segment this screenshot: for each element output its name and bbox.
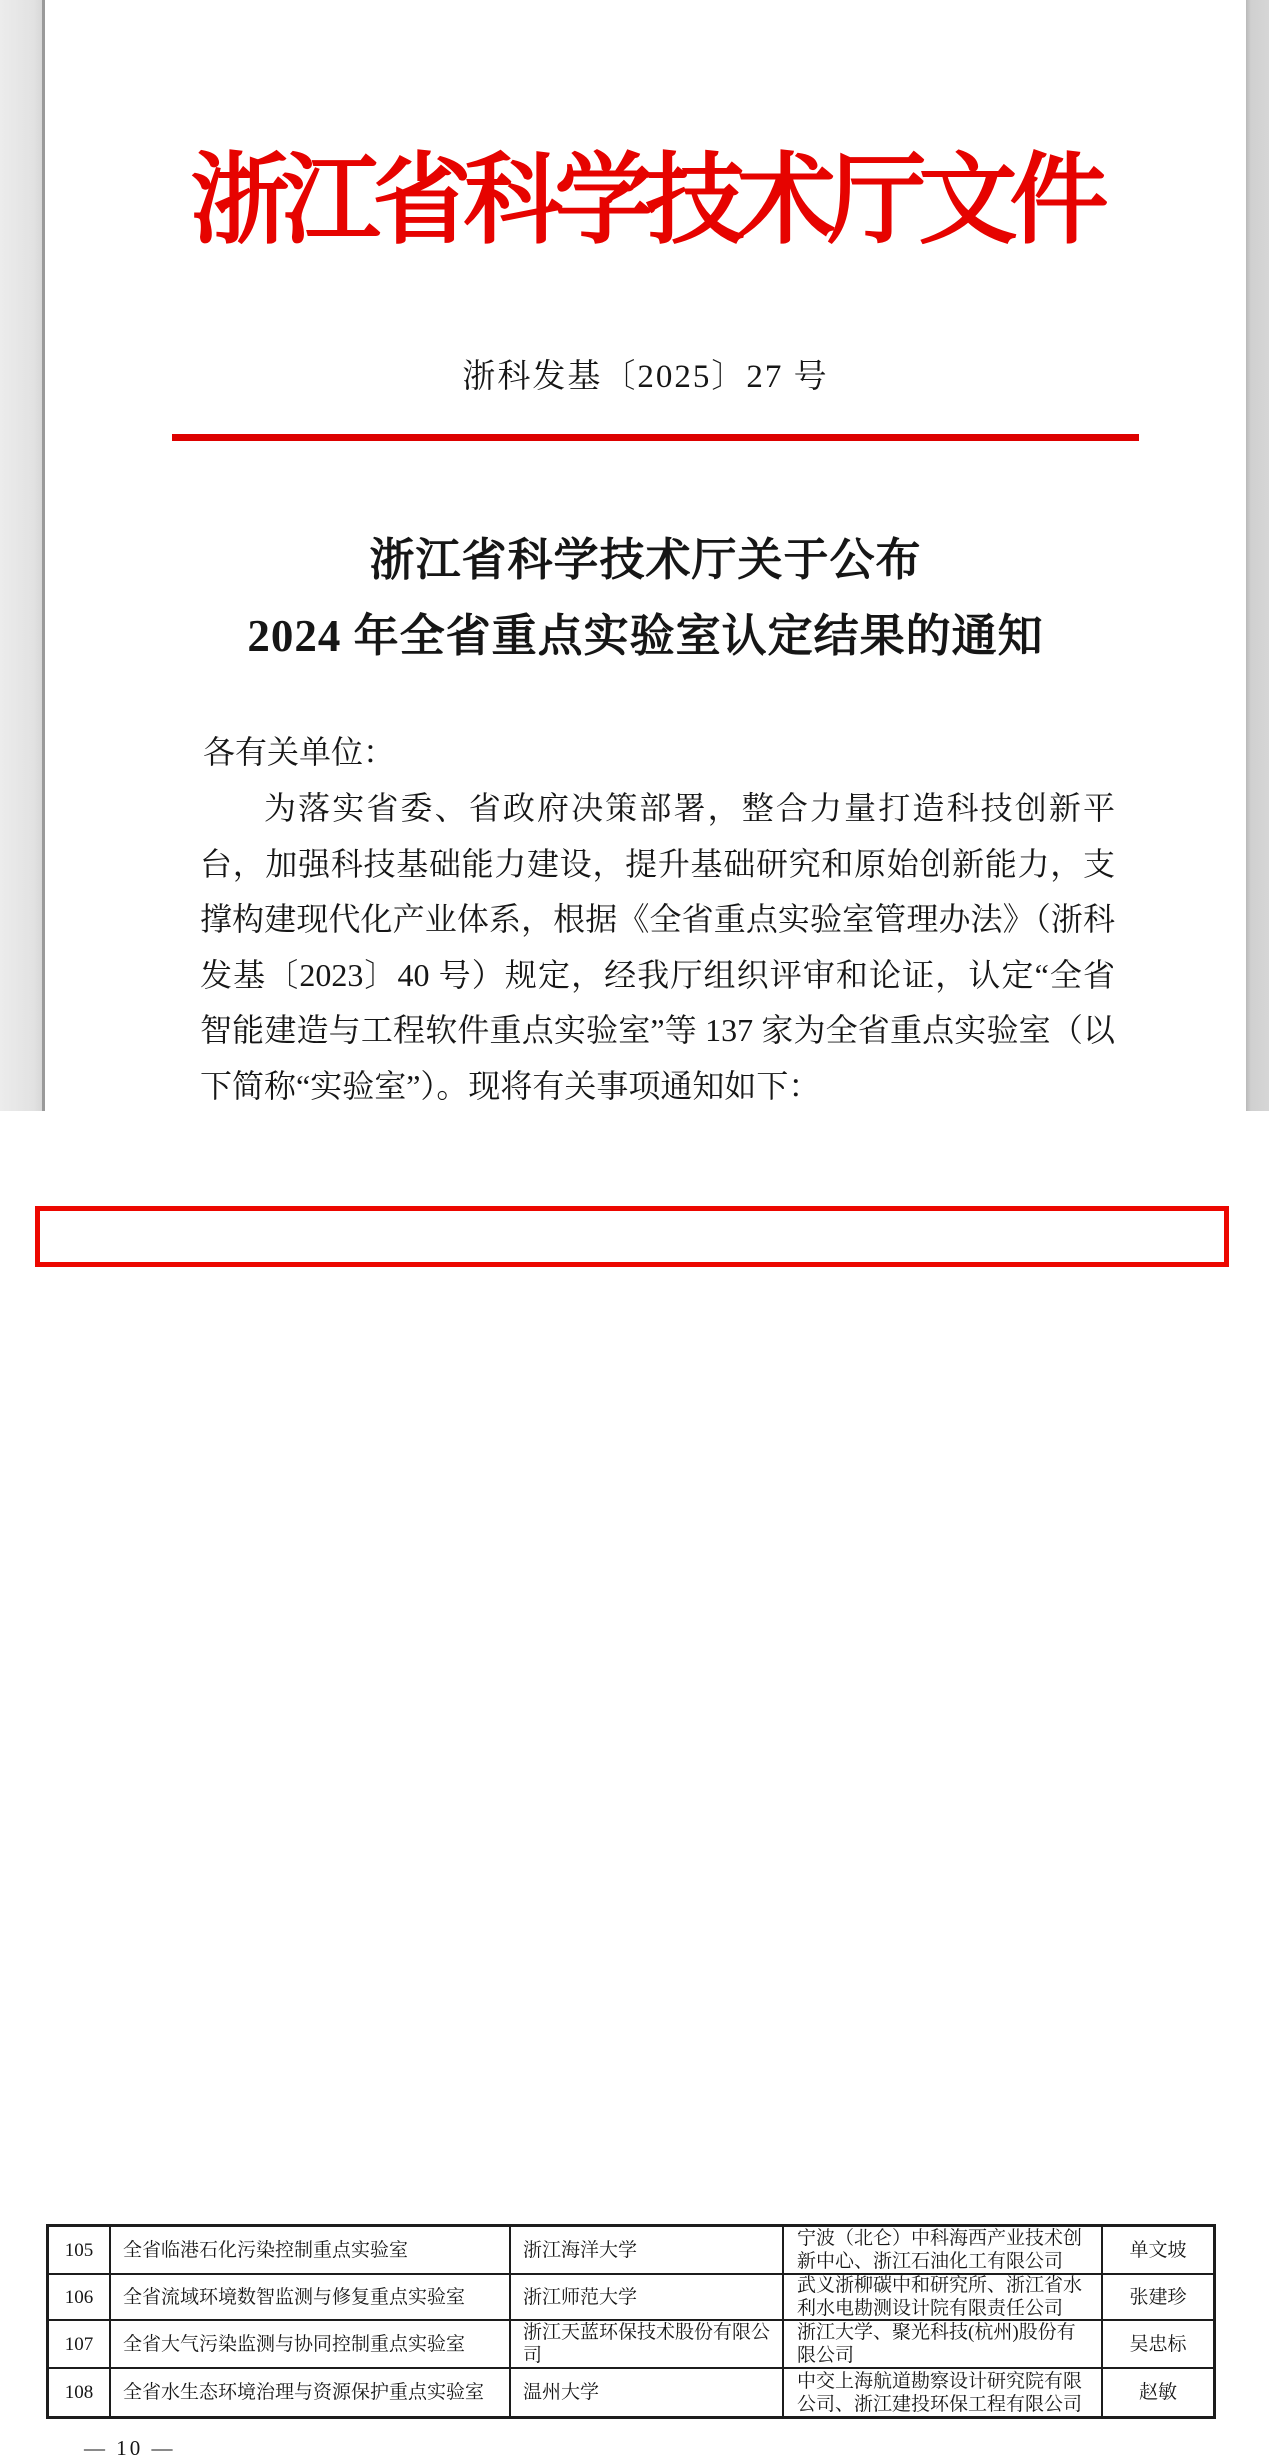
scan-right-margin (1246, 0, 1269, 1113)
cell-director: 单文坡 (1129, 2239, 1187, 2261)
table-row (49, 2275, 1213, 2321)
body-paragraph: 为落实省委、省政府决策部署，整合力量打造科技创新平台，加强科技基础能力建设，提升基础研究和原始创新能力，支撑构建现代化产业体系，根据《全省重点实验室管理办法》（浙科发基〔2023〕40 号）规定，经我厅组织评审和论证，认定“全省智能建造与工程软件重点实验室”等 137 家为全省重点实验室（以下简称“实验室”）。现将有关事项通知如下： (200, 790, 1115, 1104)
results-table (46, 2224, 1216, 2419)
cell-index: 106 (49, 2275, 111, 2319)
cell-host-org: 浙江海洋大学 (511, 2227, 784, 2273)
table-row (49, 2227, 1213, 2275)
cell-lab-name: 全省水生态环境治理与资源保护重点实验室 (111, 2369, 511, 2416)
table-row-highlighted (49, 2321, 1213, 2369)
notice-title-line2: 2024 年全省重点实验室认定结果的通知 (247, 611, 1044, 661)
cell-partner-orgs: 武义浙柳碳中和研究所、浙江省水利水电勘测设计院有限责任公司 (784, 2275, 1103, 2319)
cell-director: 张建珍 (1129, 2286, 1187, 2308)
cell-partner-orgs: 中交上海航道勘察设计研究院有限公司、浙江建投环保工程有限公司 (784, 2369, 1103, 2416)
salutation: 各有关单位： (203, 734, 396, 770)
scan-left-margin (0, 0, 45, 1111)
cell-index: 107 (49, 2321, 111, 2367)
cell-lab-name: 全省临港石化污染控制重点实验室 (111, 2227, 511, 2273)
page-number: — 10 — (84, 2436, 176, 2460)
document-header-title: 浙江省科学技术厅文件 (190, 147, 1101, 256)
cell-host-org: 浙江天蓝环保技术股份有限公司 (511, 2321, 784, 2367)
table-row (49, 2369, 1213, 2416)
notice-title (45, 522, 1246, 674)
cell-partner-orgs: 宁波（北仑）中科海西产业技术创新中心、浙江石油化工有限公司 (784, 2227, 1103, 2273)
cell-lab-name: 全省流域环境数智监测与修复重点实验室 (111, 2275, 511, 2319)
cell-lab-name: 全省大气污染监测与协同控制重点实验室 (111, 2321, 511, 2367)
document-page (45, 0, 1246, 1111)
cell-host-org: 温州大学 (511, 2369, 784, 2416)
table-sheet (0, 1111, 1269, 2460)
cell-director: 赵敏 (1138, 2382, 1177, 2403)
cell-index: 105 (49, 2227, 111, 2273)
cell-index: 108 (49, 2369, 111, 2416)
document-number: 浙科发基〔2025〕27 号 (462, 359, 829, 395)
cell-partner-orgs: 浙江大学、聚光科技(杭州)股份有限公司 (784, 2321, 1103, 2367)
notice-title-line1: 浙江省科学技术厅关于公布 (369, 535, 922, 585)
cell-host-org: 浙江师范大学 (511, 2275, 784, 2319)
red-separator-rule (172, 434, 1139, 441)
cell-director: 吴忠标 (1129, 2333, 1187, 2355)
